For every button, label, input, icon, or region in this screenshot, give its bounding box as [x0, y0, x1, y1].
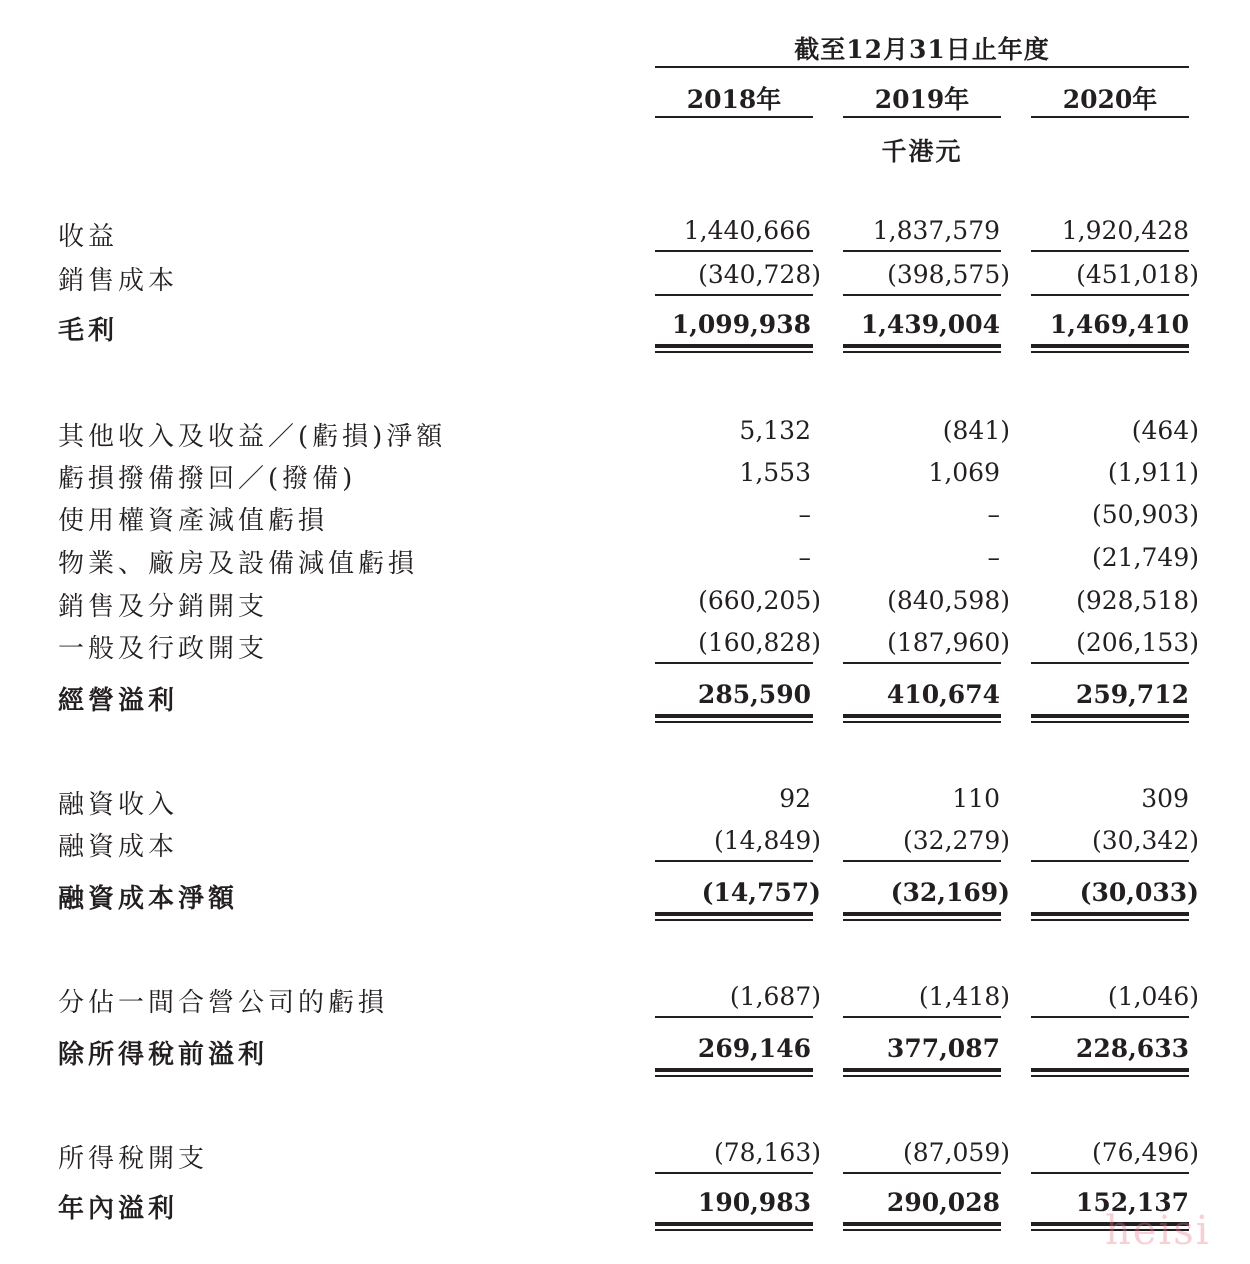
- value-cell: (841): [942, 416, 1010, 445]
- subtotal-rule: [843, 860, 1001, 862]
- subtotal-rule: [843, 250, 1001, 252]
- value-cell: –: [987, 543, 1000, 572]
- value-cell: 410,674: [886, 680, 1000, 709]
- subtotal-rule: [1031, 1016, 1189, 1018]
- value-cell: (1,418): [918, 982, 1010, 1011]
- value-cell: 1,099,938: [671, 310, 811, 339]
- value-cell: (30,342): [1092, 826, 1199, 855]
- subtotal-rule: [1031, 294, 1189, 296]
- year-rule: [655, 116, 813, 118]
- value-cell: (206,153): [1076, 628, 1199, 657]
- row-label: 銷售成本: [58, 266, 179, 296]
- value-cell: (21,749): [1092, 543, 1199, 572]
- value-cell: (660,205): [698, 586, 821, 615]
- row-label: 經營溢利: [58, 686, 179, 716]
- total-double-rule: [1031, 1068, 1189, 1077]
- subtotal-rule: [1031, 860, 1189, 862]
- value-cell: –: [798, 500, 811, 529]
- value-cell: 285,590: [697, 680, 811, 709]
- unit-label: 千港元: [881, 137, 963, 166]
- period-rule: [655, 66, 1189, 68]
- total-double-rule: [655, 912, 813, 921]
- row-label: 虧損撥備撥回／(撥備): [58, 464, 357, 494]
- year-rule: [1031, 116, 1189, 118]
- value-cell: (14,849): [714, 826, 821, 855]
- total-double-rule: [655, 344, 813, 353]
- value-cell: (160,828): [698, 628, 821, 657]
- total-double-rule: [843, 714, 1001, 723]
- value-cell: 228,633: [1075, 1034, 1189, 1063]
- value-cell: (1,046): [1107, 982, 1199, 1011]
- year-2019-heading: 2019年: [874, 85, 970, 114]
- value-cell: (1,687): [729, 982, 821, 1011]
- row-label: 融資成本淨額: [58, 884, 239, 914]
- year-2020-heading: 2020年: [1062, 85, 1158, 114]
- total-double-rule: [843, 1222, 1001, 1231]
- row-label: 物業、廠房及設備減值虧損: [58, 549, 419, 579]
- value-cell: 1,069: [928, 458, 1000, 487]
- row-label: 一般及行政開支: [58, 634, 269, 664]
- subtotal-rule: [655, 662, 813, 664]
- value-cell: 1,439,004: [860, 310, 1000, 339]
- value-cell: –: [987, 500, 1000, 529]
- value-cell: (87,059): [903, 1138, 1010, 1167]
- value-cell: (928,518): [1076, 586, 1199, 615]
- value-cell: (1,911): [1107, 458, 1199, 487]
- value-cell: 259,712: [1075, 680, 1189, 709]
- value-cell: 1,469,410: [1049, 310, 1189, 339]
- total-double-rule: [843, 1068, 1001, 1077]
- row-label: 融資成本: [58, 832, 179, 862]
- value-cell: (451,018): [1076, 260, 1199, 289]
- subtotal-rule: [843, 1172, 1001, 1174]
- value-cell: (76,496): [1092, 1138, 1199, 1167]
- subtotal-rule: [655, 250, 813, 252]
- row-label: 其他收入及收益／(虧損)淨額: [58, 422, 447, 452]
- total-double-rule: [1031, 344, 1189, 353]
- year-2018-heading: 2018年: [686, 85, 782, 114]
- subtotal-rule: [1031, 1172, 1189, 1174]
- value-cell: (840,598): [887, 586, 1010, 615]
- value-cell: 1,440,666: [683, 216, 811, 245]
- value-cell: (14,757): [701, 878, 821, 907]
- total-double-rule: [655, 714, 813, 723]
- value-cell: 290,028: [886, 1188, 1000, 1217]
- total-double-rule: [843, 344, 1001, 353]
- value-cell: 377,087: [886, 1034, 1000, 1063]
- value-cell: 190,983: [697, 1188, 811, 1217]
- subtotal-rule: [1031, 662, 1189, 664]
- total-double-rule: [1031, 714, 1189, 723]
- row-label: 分佔一間合營公司的虧損: [58, 988, 389, 1018]
- value-cell: 269,146: [697, 1034, 811, 1063]
- value-cell: (340,728): [698, 260, 821, 289]
- subtotal-rule: [843, 294, 1001, 296]
- row-label: 年內溢利: [58, 1194, 179, 1224]
- value-cell: –: [798, 543, 811, 572]
- value-cell: (187,960): [887, 628, 1010, 657]
- subtotal-rule: [843, 662, 1001, 664]
- row-label: 所得稅開支: [58, 1144, 209, 1174]
- value-cell: (50,903): [1092, 500, 1199, 529]
- value-cell: (32,169): [890, 878, 1010, 907]
- value-cell: 1,553: [739, 458, 811, 487]
- value-cell: (464): [1131, 416, 1199, 445]
- subtotal-rule: [655, 1016, 813, 1018]
- value-cell: (78,163): [714, 1138, 821, 1167]
- subtotal-rule: [655, 860, 813, 862]
- subtotal-rule: [655, 294, 813, 296]
- total-double-rule: [1031, 912, 1189, 921]
- subtotal-rule: [843, 1016, 1001, 1018]
- subtotal-rule: [1031, 250, 1189, 252]
- row-label: 融資收入: [58, 790, 179, 820]
- row-label: 銷售及分銷開支: [58, 592, 269, 622]
- period-heading: 截至12月31日止年度: [794, 35, 1050, 64]
- value-cell: 1,920,428: [1061, 216, 1189, 245]
- total-double-rule: [655, 1068, 813, 1077]
- year-rule: [843, 116, 1001, 118]
- value-cell: 1,837,579: [872, 216, 1000, 245]
- value-cell: 309: [1141, 784, 1189, 813]
- value-cell: 152,137: [1075, 1188, 1189, 1217]
- total-double-rule: [843, 912, 1001, 921]
- value-cell: 110: [952, 784, 1000, 813]
- row-label: 除所得稅前溢利: [58, 1040, 269, 1070]
- row-label: 毛利: [58, 316, 119, 346]
- value-cell: 92: [779, 784, 811, 813]
- watermark: heisi: [1105, 1208, 1211, 1254]
- total-double-rule: [655, 1222, 813, 1231]
- row-label: 收益: [58, 222, 119, 252]
- value-cell: (30,033): [1079, 878, 1199, 907]
- value-cell: (32,279): [903, 826, 1010, 855]
- row-label: 使用權資產減值虧損: [58, 506, 329, 536]
- subtotal-rule: [655, 1172, 813, 1174]
- value-cell: (398,575): [887, 260, 1010, 289]
- value-cell: 5,132: [739, 416, 811, 445]
